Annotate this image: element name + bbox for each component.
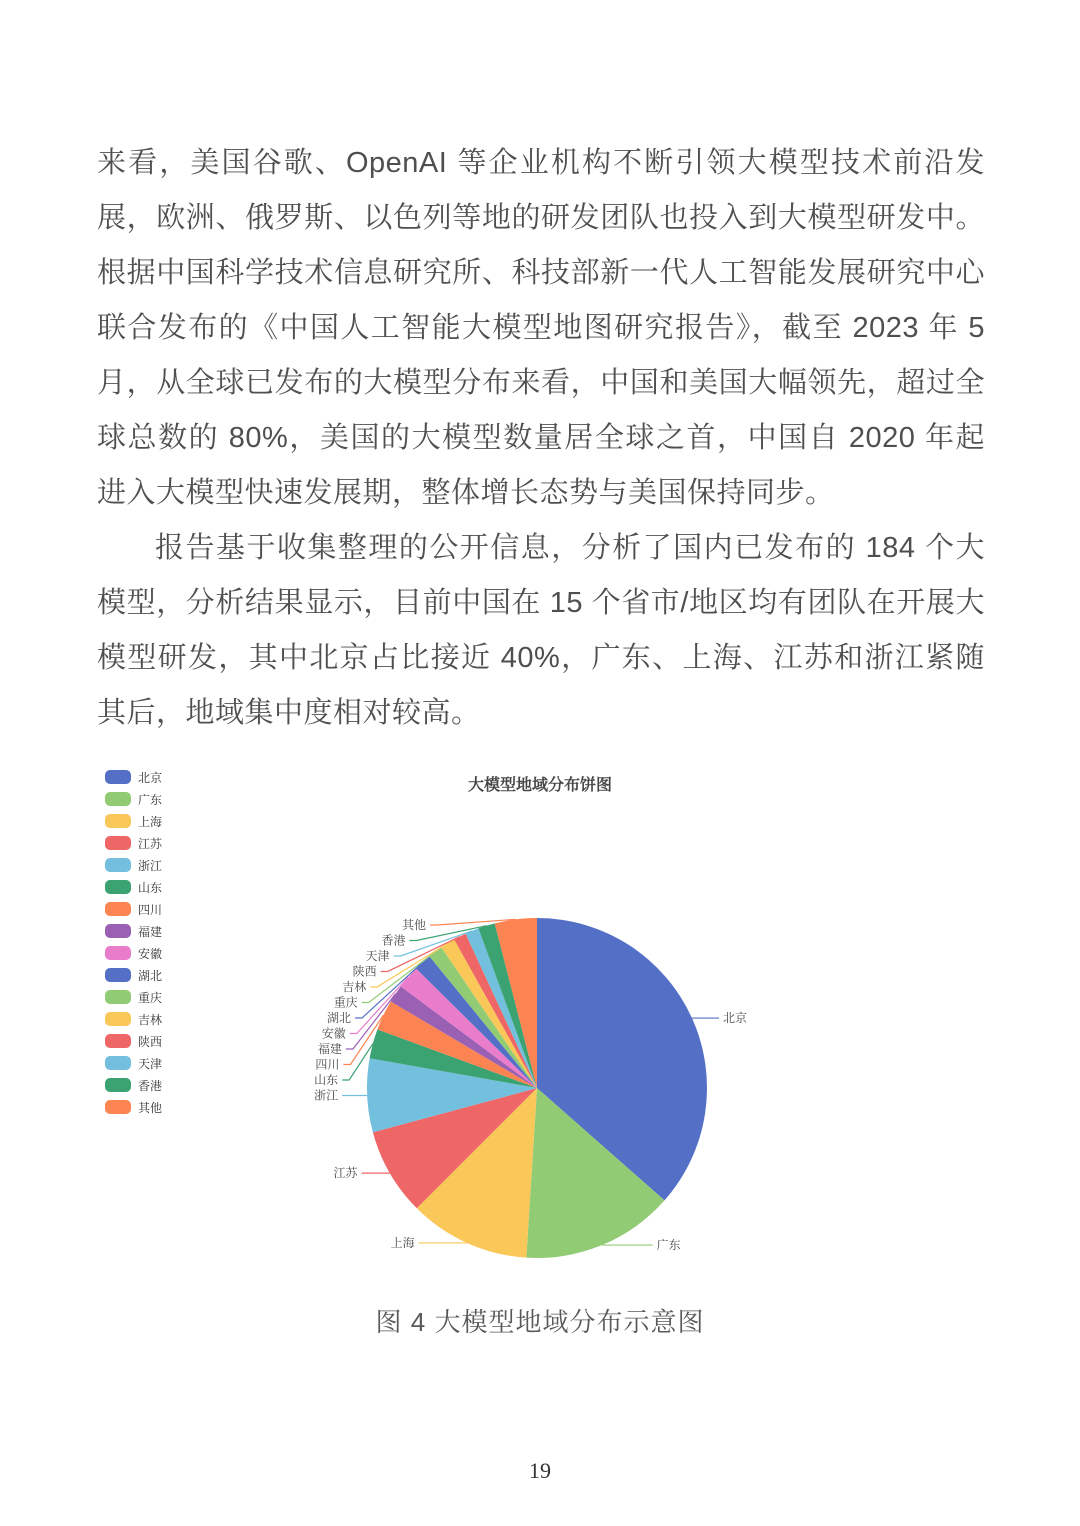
slice-label: 北京 (723, 1011, 748, 1026)
legend-label: 陕西 (138, 1034, 163, 1049)
slice-label: 天津 (365, 948, 390, 963)
slice-label: 山东 (314, 1072, 339, 1087)
legend-label: 上海 (138, 814, 163, 829)
slice-label: 广东 (656, 1238, 681, 1253)
slice-label: 四川 (315, 1057, 340, 1072)
legend-label: 江苏 (138, 836, 163, 851)
slice-label: 安徽 (321, 1026, 346, 1041)
page-number: 19 (529, 1458, 551, 1483)
legend-label: 福建 (138, 924, 163, 939)
legend-label: 其他 (138, 1100, 163, 1115)
legend-label: 天津 (138, 1056, 163, 1071)
figure-caption: 图 4 大模型地域分布示意图 (375, 1307, 705, 1337)
legend-label: 湖北 (138, 968, 163, 983)
slice-label: 陕西 (352, 964, 377, 979)
slice-label: 其他 (401, 917, 427, 932)
legend-label: 安徽 (138, 946, 163, 961)
legend-label: 北京 (138, 770, 163, 785)
paragraph-1: 来看，美国谷歌、OpenAI 等企业机构不断引领大模型技术前沿发展，欧洲、俄罗斯、以色列等地的研发团队也投入到大模型研发中。根据中国科学技术信息研究所、科技部新一代人工智能发展研究中心联合发布的《中国人工智能大模型地图研究报告》，截至 2023 年 5 月，从全球已发布的大模型分布来看，中国和美国大幅领先，超过全球总数的 80%，美国的大模型数量居全球之首，中国自 2020 年起进入大模型快速发展期，整体增长态势与美国保持同步。 (97, 147, 985, 509)
pie-chart-figure (0, 760, 1080, 1280)
legend-label: 香港 (138, 1078, 163, 1093)
legend-label: 吉林 (138, 1012, 163, 1027)
slice-label: 浙江 (314, 1088, 339, 1103)
slice-label: 重庆 (333, 995, 358, 1010)
slice-label: 吉林 (342, 979, 367, 994)
slice-label: 香港 (381, 933, 406, 948)
slice-label: 上海 (390, 1235, 415, 1250)
body-text (0, 0, 1080, 741)
legend-label: 广东 (138, 792, 163, 807)
slice-label: 福建 (317, 1041, 342, 1056)
paragraph-2: 报告基于收集整理的公开信息，分析了国内已发布的 184 个大模型，分析结果显示，目前中国在 15 个省市/地区均有团队在开展大模型研发，其中北京占比接近 40%，广东、上海、江苏和浙江紧随其后，地域集中度相对较高。 (97, 532, 985, 729)
legend-label: 四川 (138, 902, 163, 917)
legend-label: 山东 (138, 880, 163, 895)
chart-title: 大模型地域分布饼图 (467, 777, 612, 794)
slice-label: 湖北 (326, 1010, 352, 1025)
legend-label: 浙江 (138, 858, 163, 873)
legend-label: 重庆 (138, 990, 163, 1005)
slice-label: 江苏 (333, 1166, 358, 1181)
pie-chart (0, 760, 1080, 1280)
